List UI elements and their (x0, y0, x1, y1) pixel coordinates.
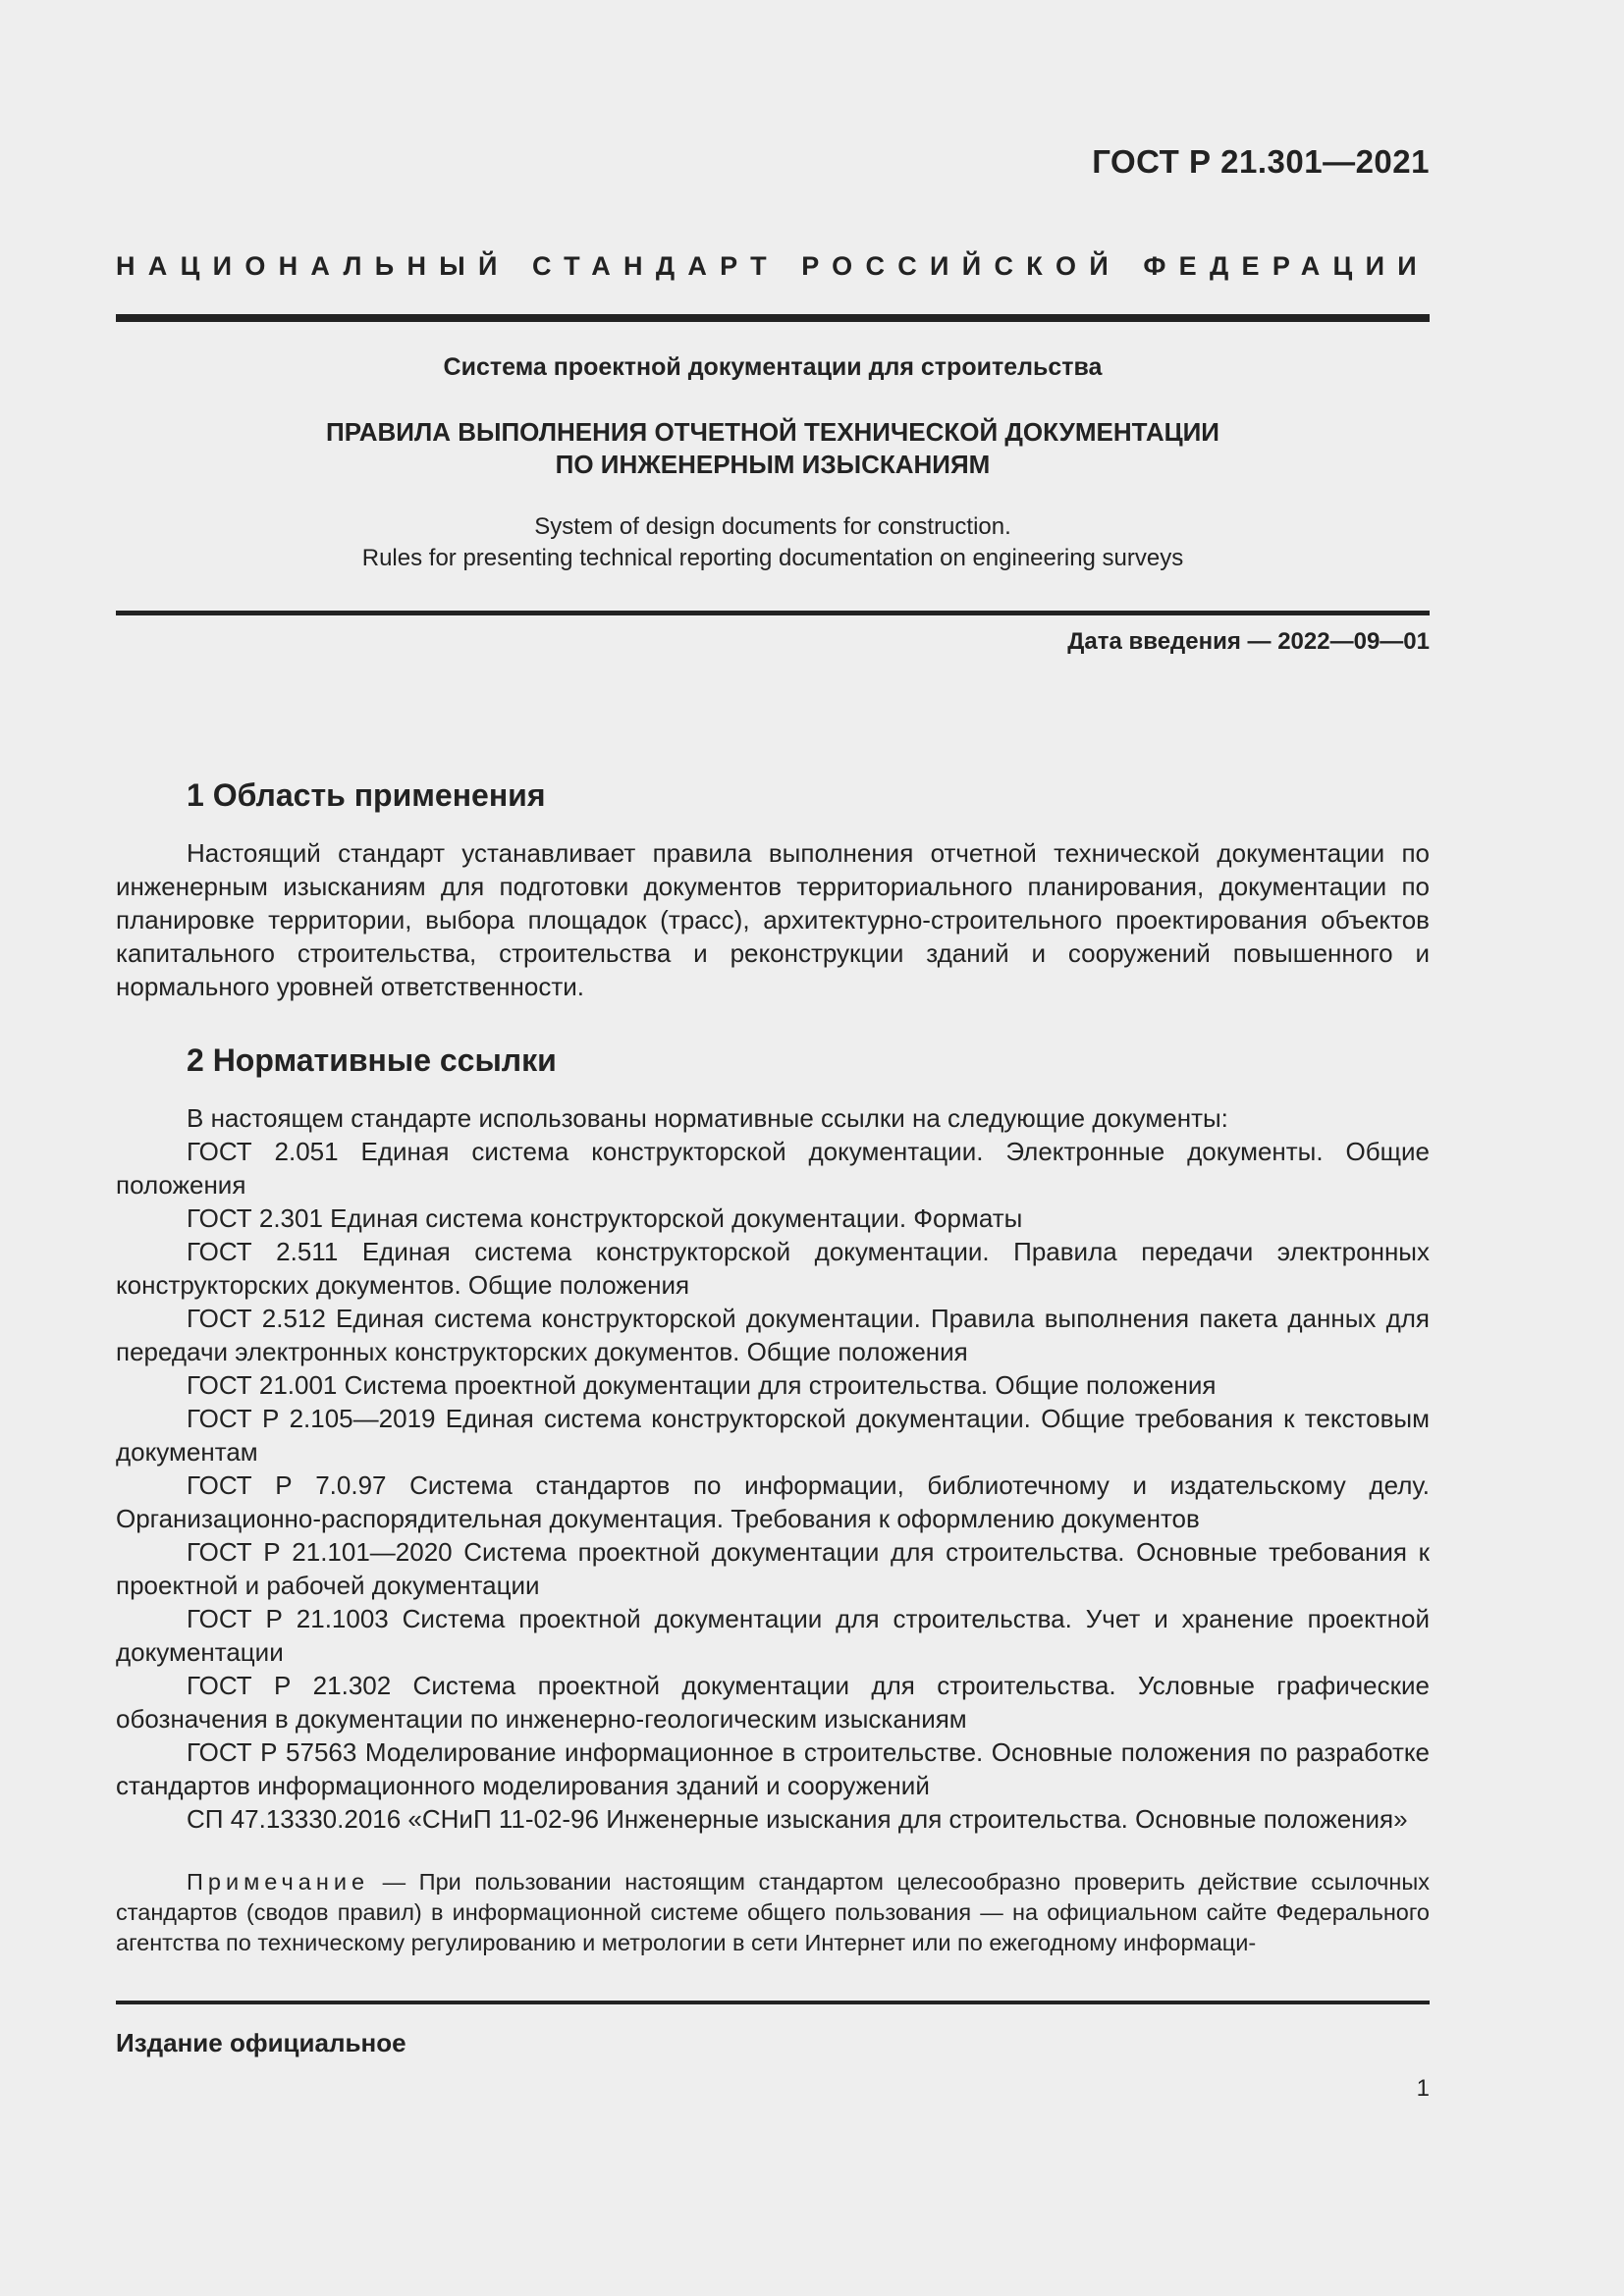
reference-item: ГОСТ 2.512 Единая система конструкторской документации. Правила выполнения пакета данных для передачи электронных конструкторских документов. Общие положения (116, 1304, 1430, 1366)
section-2-body (116, 1101, 1430, 1836)
title-en-line-1: System of design documents for construction. (534, 513, 1011, 540)
document-code: ГОСТ Р 21.301—2021 (1092, 143, 1430, 180)
national-standard-banner: НАЦИОНАЛЬНЫЙ СТАНДАРТ РОССИЙСКОЙ ФЕДЕРАЦИИ (116, 251, 1430, 281)
page-number: 1 (1416, 2075, 1430, 2102)
title-ru-line-2: ПО ИНЖЕНЕРНЫМ ИЗЫСКАНИЯМ (555, 450, 991, 479)
title-en-line-2: Rules for presenting technical reporting documentation on engineering surveys (361, 545, 1184, 571)
reference-item: ГОСТ Р 7.0.97 Система стандартов по информации, библиотечному и издательскому делу. Организационно-распорядительная документация. Требования к оформлению документов (116, 1470, 1430, 1533)
note-label: Примечание (187, 1869, 370, 1895)
reference-item: ГОСТ Р 21.302 Система проектной документации для строительства. Условные графические обозначения в документации по инженерно-геологическим изысканиям (116, 1671, 1430, 1734)
section-1-body (116, 836, 1430, 1003)
document-title-en (116, 511, 1430, 574)
introduction-date: Дата введения — 2022—09—01 (1067, 628, 1430, 655)
title-divider (116, 611, 1430, 615)
top-thick-divider (116, 314, 1430, 322)
section-1-heading: 1 Область применения (187, 777, 546, 813)
references-intro: В настоящем стандарте использованы нормативные ссылки на следующие документы: (187, 1103, 1228, 1133)
reference-item: ГОСТ Р 57563 Моделирование информационное в строительстве. Основные положения по разработке стандартов информационного моделирования зданий и сооружений (116, 1737, 1430, 1800)
reference-item: ГОСТ 2.301 Единая система конструкторской документации. Форматы (187, 1203, 1023, 1233)
note-block (116, 1867, 1430, 1958)
section-1-paragraph: Настоящий стандарт устанавливает правила выполнения отчетной технической документации по инженерным изысканиям для подготовки документов территориального планирования, документации по планировке территории, выбора площадок (трасс), архитектурно-строительного проектирования объектов капитального строительства, строительства и реконструкции зданий и сооружений повышенного и нормального уровней ответственности. (116, 838, 1430, 1001)
title-ru-line-1: ПРАВИЛА ВЫПОЛНЕНИЯ ОТЧЕТНОЙ ТЕХНИЧЕСКОЙ ДОКУМЕНТАЦИИ (326, 417, 1219, 447)
note-paragraph (116, 1867, 1430, 1958)
footer-divider (116, 2001, 1430, 2004)
reference-item: ГОСТ Р 2.105—2019 Единая система конструкторской документации. Общие требования к текстовым документам (116, 1404, 1430, 1467)
reference-item: СП 47.13330.2016 «СНиП 11-02-96 Инженерные изыскания для строительства. Основные положения» (187, 1804, 1408, 1834)
official-edition-label: Издание официальное (116, 2028, 406, 2057)
reference-item: ГОСТ 2.051 Единая система конструкторской документации. Электронные документы. Общие положения (116, 1137, 1430, 1200)
reference-item: ГОСТ Р 21.1003 Система проектной документации для строительства. Учет и хранение проектной документации (116, 1604, 1430, 1667)
section-2-heading: 2 Нормативные ссылки (187, 1042, 557, 1078)
document-title-ru (116, 416, 1430, 481)
document-page (116, 0, 1430, 2296)
series-title: Система проектной документации для строительства (443, 353, 1103, 381)
note-text: — При пользовании настоящим стандартом целесообразно проверить действие ссылочных стандартов (сводов правил) в информационной системе общего пользования — на официальном сайте Федерального агентства по техническому регулированию и метрологии в сети Интернет или по ежегодному информаци- (116, 1869, 1430, 1955)
reference-item: ГОСТ 2.511 Единая система конструкторской документации. Правила передачи электронных конструкторских документов. Общие положения (116, 1237, 1430, 1300)
reference-item: ГОСТ 21.001 Система проектной документации для строительства. Общие положения (187, 1370, 1217, 1400)
reference-item: ГОСТ Р 21.101—2020 Система проектной документации для строительства. Основные требования к проектной и рабочей документации (116, 1537, 1430, 1600)
